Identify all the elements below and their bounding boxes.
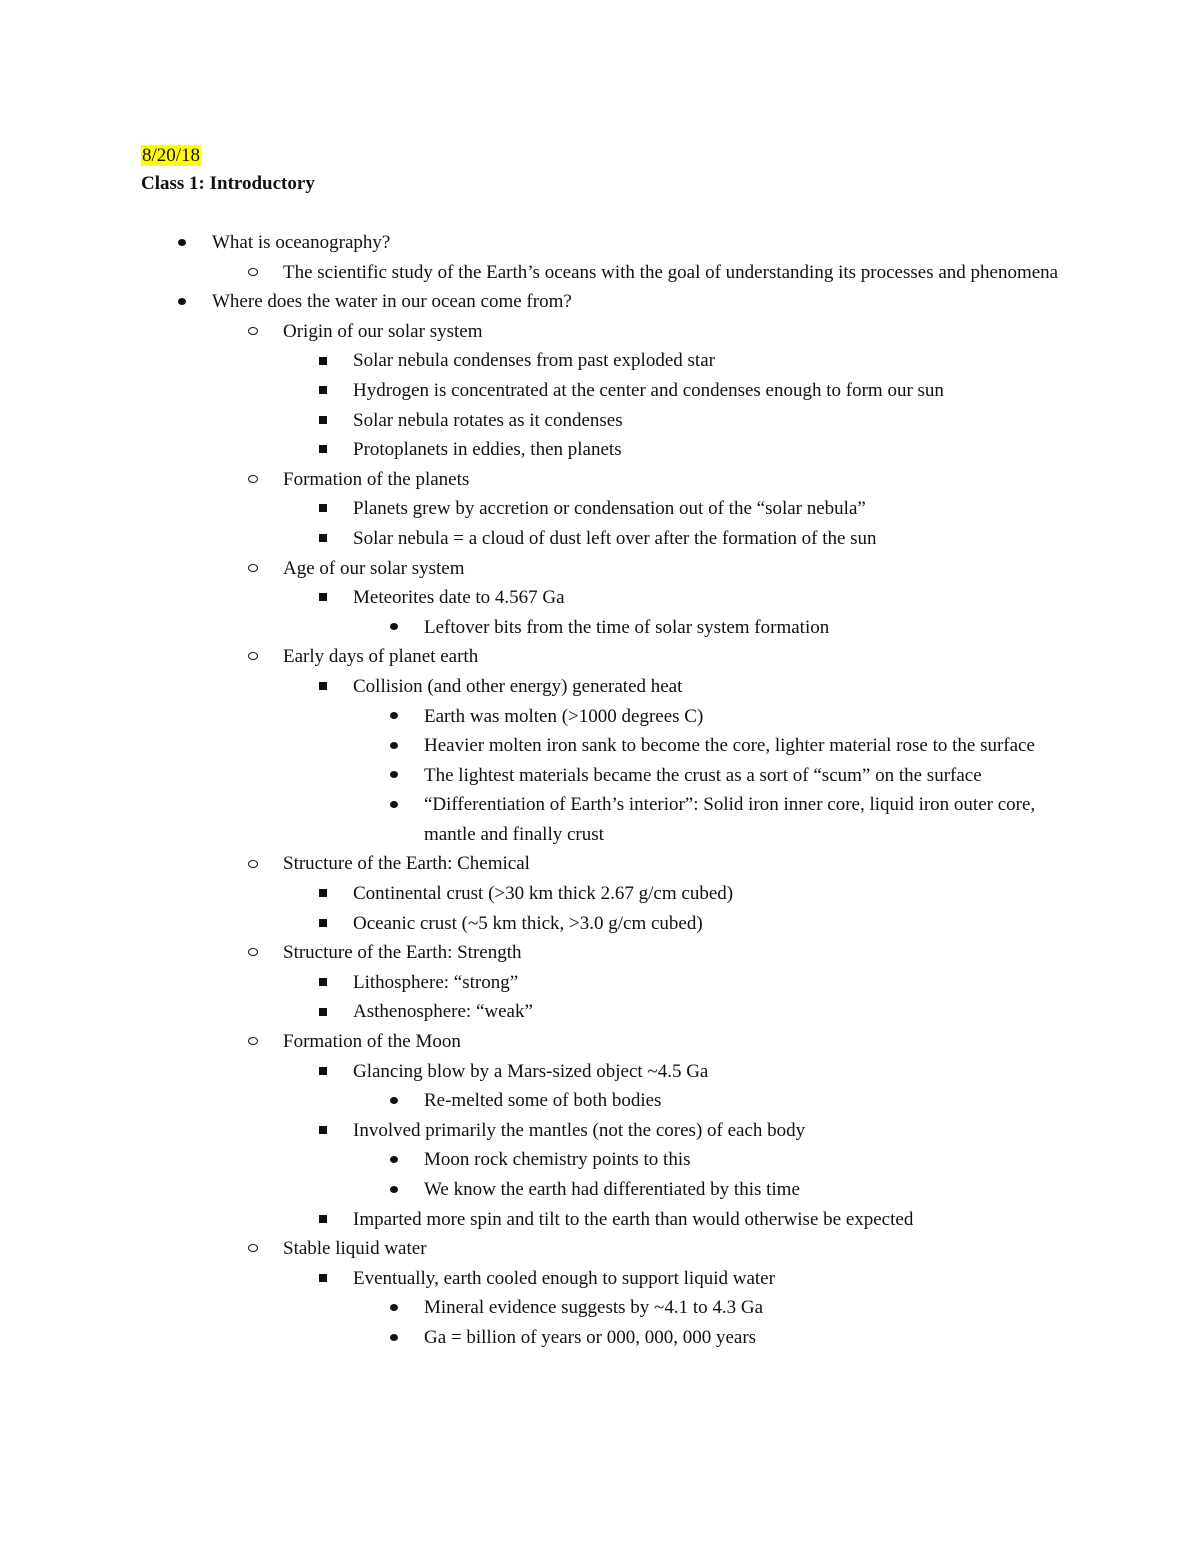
outline-item-level-3 bbox=[0, 583, 1200, 613]
outline-item-text: Oceanic crust (~5 km thick, >3.0 g/cm cubed) bbox=[353, 912, 703, 934]
bullet bbox=[243, 554, 263, 584]
outline-item-text: Solar nebula rotates as it condenses bbox=[353, 409, 623, 431]
outline-item-text: Early days of planet earth bbox=[283, 646, 479, 668]
outline-item-level-3 bbox=[0, 1057, 1200, 1087]
outline-item-level-2 bbox=[0, 938, 1200, 968]
page-title: Class 1: Introductory bbox=[141, 173, 315, 194]
bullet bbox=[384, 731, 404, 761]
bullet bbox=[384, 1293, 404, 1323]
notes-outline bbox=[0, 228, 1200, 1353]
square-bullet-icon bbox=[319, 1126, 327, 1134]
outline-item-text: Eventually, earth cooled enough to support liquid water bbox=[353, 1267, 775, 1289]
outline-item-text: Meteorites date to 4.567 Ga bbox=[353, 587, 565, 609]
bullet bbox=[384, 613, 404, 643]
outline-item-level-2 bbox=[0, 642, 1200, 672]
outline-item-level-3 bbox=[0, 672, 1200, 702]
outline-item-level-2 bbox=[0, 849, 1200, 879]
square-bullet-icon bbox=[319, 593, 327, 601]
outline-item-level-3 bbox=[0, 1116, 1200, 1146]
bullet bbox=[313, 672, 333, 702]
outline-item-level-4 bbox=[0, 731, 1200, 761]
filled-circle-bullet-icon bbox=[390, 1334, 398, 1341]
outline-item-text: Formation of the planets bbox=[283, 468, 470, 490]
bullet bbox=[313, 1057, 333, 1087]
outline-item-text: Origin of our solar system bbox=[283, 320, 483, 342]
outline-item-text: Stable liquid water bbox=[283, 1238, 427, 1260]
filled-circle-bullet-icon bbox=[390, 801, 398, 808]
bullet bbox=[313, 524, 333, 554]
outline-item-text: Asthenosphere: “weak” bbox=[353, 1001, 533, 1023]
filled-circle-bullet-icon bbox=[390, 1156, 398, 1163]
outline-item-level-2 bbox=[0, 465, 1200, 495]
outline-item-level-3 bbox=[0, 879, 1200, 909]
bullet bbox=[243, 317, 263, 347]
outline-item-text: Leftover bits from the time of solar system formation bbox=[424, 616, 830, 638]
bullet bbox=[313, 406, 333, 436]
outline-item-text: Protoplanets in eddies, then planets bbox=[353, 439, 622, 461]
outline-item-level-4 bbox=[0, 761, 1200, 791]
outline-item-level-2 bbox=[0, 1234, 1200, 1264]
outline-item-text: Solar nebula condenses from past exploded star bbox=[353, 350, 715, 372]
outline-item-level-4 bbox=[0, 1086, 1200, 1116]
square-bullet-icon bbox=[319, 1067, 327, 1075]
square-bullet-icon bbox=[319, 1274, 327, 1282]
square-bullet-icon bbox=[319, 504, 327, 512]
outline-item-text: We know the earth had differentiated by this time bbox=[424, 1179, 800, 1200]
outline-item-level-2 bbox=[0, 317, 1200, 347]
outline-item-level-4 bbox=[0, 790, 1200, 849]
outline-item-text: Structure of the Earth: Strength bbox=[283, 942, 522, 964]
filled-circle-bullet-icon bbox=[390, 1186, 398, 1193]
bullet bbox=[384, 702, 404, 732]
outline-item-level-4 bbox=[0, 1323, 1200, 1353]
outline-item-text: Age of our solar system bbox=[283, 557, 465, 579]
bullet bbox=[313, 1116, 333, 1146]
outline-item-level-1 bbox=[0, 287, 1200, 317]
outline-item-level-3 bbox=[0, 494, 1200, 524]
bullet bbox=[384, 1175, 404, 1205]
outline-item-text: Imparted more spin and tilt to the earth than would otherwise be expected bbox=[353, 1208, 914, 1230]
filled-circle-bullet-icon bbox=[390, 1097, 398, 1104]
hollow-circle-bullet-icon bbox=[248, 860, 258, 868]
bullet bbox=[313, 435, 333, 465]
hollow-circle-bullet-icon bbox=[248, 327, 258, 335]
outline-item-text: Solar nebula = a cloud of dust left over after the formation of the sun bbox=[353, 527, 877, 549]
outline-item-text: Collision (and other energy) generated heat bbox=[353, 675, 683, 697]
outline-item-level-3 bbox=[0, 524, 1200, 554]
bullet bbox=[243, 849, 263, 879]
square-bullet-icon bbox=[319, 1215, 327, 1223]
outline-item-text: “Differentiation of Earth’s interior”: Solid iron inner core, liquid iron outer core, mantle and finally crust bbox=[424, 794, 1036, 845]
bullet bbox=[313, 494, 333, 524]
note-date bbox=[141, 143, 201, 169]
square-bullet-icon bbox=[319, 919, 327, 927]
outline-item-text: Mineral evidence suggests by ~4.1 to 4.3 Ga bbox=[424, 1297, 764, 1319]
filled-circle-bullet-icon bbox=[178, 239, 186, 246]
date-highlight: 8/20/18 bbox=[142, 145, 201, 166]
bullet bbox=[313, 1205, 333, 1235]
hollow-circle-bullet-icon bbox=[248, 268, 258, 276]
bullet bbox=[384, 1086, 404, 1116]
outline-item-level-3 bbox=[0, 997, 1200, 1027]
outline-item-level-3 bbox=[0, 376, 1200, 406]
hollow-circle-bullet-icon bbox=[248, 1037, 258, 1045]
outline-item-level-3 bbox=[0, 1264, 1200, 1294]
square-bullet-icon bbox=[319, 445, 327, 453]
bullet bbox=[384, 761, 404, 791]
outline-item-text: Where does the water in our ocean come from? bbox=[212, 291, 572, 313]
outline-item-text: Ga = billion of years or 000, 000, 000 years bbox=[424, 1326, 757, 1348]
bullet bbox=[243, 258, 263, 288]
square-bullet-icon bbox=[319, 1008, 327, 1016]
outline-item-text: Planets grew by accretion or condensation out of the “solar nebula” bbox=[353, 498, 866, 520]
outline-item-text: The scientific study of the Earth’s oceans with the goal of understanding its processes and phenomena bbox=[283, 261, 1059, 283]
square-bullet-icon bbox=[319, 534, 327, 542]
bullet bbox=[313, 1264, 333, 1294]
outline-item-text: Structure of the Earth: Chemical bbox=[283, 853, 530, 875]
bullet bbox=[243, 938, 263, 968]
filled-circle-bullet-icon bbox=[390, 712, 398, 719]
outline-item-level-2 bbox=[0, 554, 1200, 584]
bullet bbox=[313, 346, 333, 376]
outline-item-level-4 bbox=[0, 613, 1200, 643]
square-bullet-icon bbox=[319, 357, 327, 365]
outline-item-level-3 bbox=[0, 968, 1200, 998]
hollow-circle-bullet-icon bbox=[248, 564, 258, 572]
outline-item-text: What is oceanography? bbox=[212, 232, 391, 253]
bullet bbox=[243, 642, 263, 672]
outline-item-level-3 bbox=[0, 346, 1200, 376]
outline-item-text: Re-melted some of both bodies bbox=[424, 1090, 662, 1112]
outline-item-text: The lightest materials became the crust as a sort of “scum” on the surface bbox=[424, 764, 982, 786]
filled-circle-bullet-icon bbox=[178, 298, 186, 305]
outline-item-level-3 bbox=[0, 909, 1200, 939]
outline-item-text: Earth was molten (>1000 degrees C) bbox=[424, 705, 704, 727]
bullet bbox=[384, 1323, 404, 1353]
outline-item-text: Involved primarily the mantles (not the cores) of each body bbox=[353, 1119, 806, 1141]
outline-item-text: Moon rock chemistry points to this bbox=[424, 1149, 691, 1171]
square-bullet-icon bbox=[319, 386, 327, 394]
hollow-circle-bullet-icon bbox=[248, 1244, 258, 1252]
outline-item-level-2 bbox=[0, 258, 1200, 288]
hollow-circle-bullet-icon bbox=[248, 652, 258, 660]
outline-item-text: Continental crust (>30 km thick 2.67 g/cm cubed) bbox=[353, 883, 734, 905]
square-bullet-icon bbox=[319, 682, 327, 690]
hollow-circle-bullet-icon bbox=[248, 948, 258, 956]
outline-item-level-4 bbox=[0, 702, 1200, 732]
bullet bbox=[172, 287, 192, 317]
bullet bbox=[313, 376, 333, 406]
outline-item-level-4 bbox=[0, 1175, 1200, 1205]
bullet bbox=[172, 228, 192, 258]
square-bullet-icon bbox=[319, 416, 327, 424]
outline-item-text: Heavier molten iron sank to become the core, lighter material rose to the surface bbox=[424, 735, 1035, 757]
outline-item-level-3 bbox=[0, 435, 1200, 465]
hollow-circle-bullet-icon bbox=[248, 475, 258, 483]
outline-item-text: Formation of the Moon bbox=[283, 1031, 461, 1053]
filled-circle-bullet-icon bbox=[390, 742, 398, 749]
bullet bbox=[313, 997, 333, 1027]
bullet bbox=[243, 1027, 263, 1057]
square-bullet-icon bbox=[319, 889, 327, 897]
outline-item-level-3 bbox=[0, 406, 1200, 436]
outline-item-level-4 bbox=[0, 1293, 1200, 1323]
bullet bbox=[243, 1234, 263, 1264]
bullet bbox=[313, 879, 333, 909]
bullet bbox=[313, 583, 333, 613]
bullet bbox=[384, 1145, 404, 1175]
bullet bbox=[384, 790, 404, 820]
outline-item-text: Glancing blow by a Mars-sized object ~4.5 Ga bbox=[353, 1060, 709, 1082]
outline-item-text: Lithosphere: “strong” bbox=[353, 971, 519, 993]
filled-circle-bullet-icon bbox=[390, 771, 398, 778]
bullet bbox=[313, 909, 333, 939]
outline-item-text: Hydrogen is concentrated at the center and condenses enough to form our sun bbox=[353, 379, 944, 401]
outline-item-level-2 bbox=[0, 1027, 1200, 1057]
outline-item-level-1 bbox=[0, 228, 1200, 258]
filled-circle-bullet-icon bbox=[390, 1304, 398, 1311]
filled-circle-bullet-icon bbox=[390, 623, 398, 630]
outline-item-level-4 bbox=[0, 1145, 1200, 1175]
bullet bbox=[313, 968, 333, 998]
outline-item-level-3 bbox=[0, 1205, 1200, 1235]
square-bullet-icon bbox=[319, 978, 327, 986]
bullet bbox=[243, 465, 263, 495]
